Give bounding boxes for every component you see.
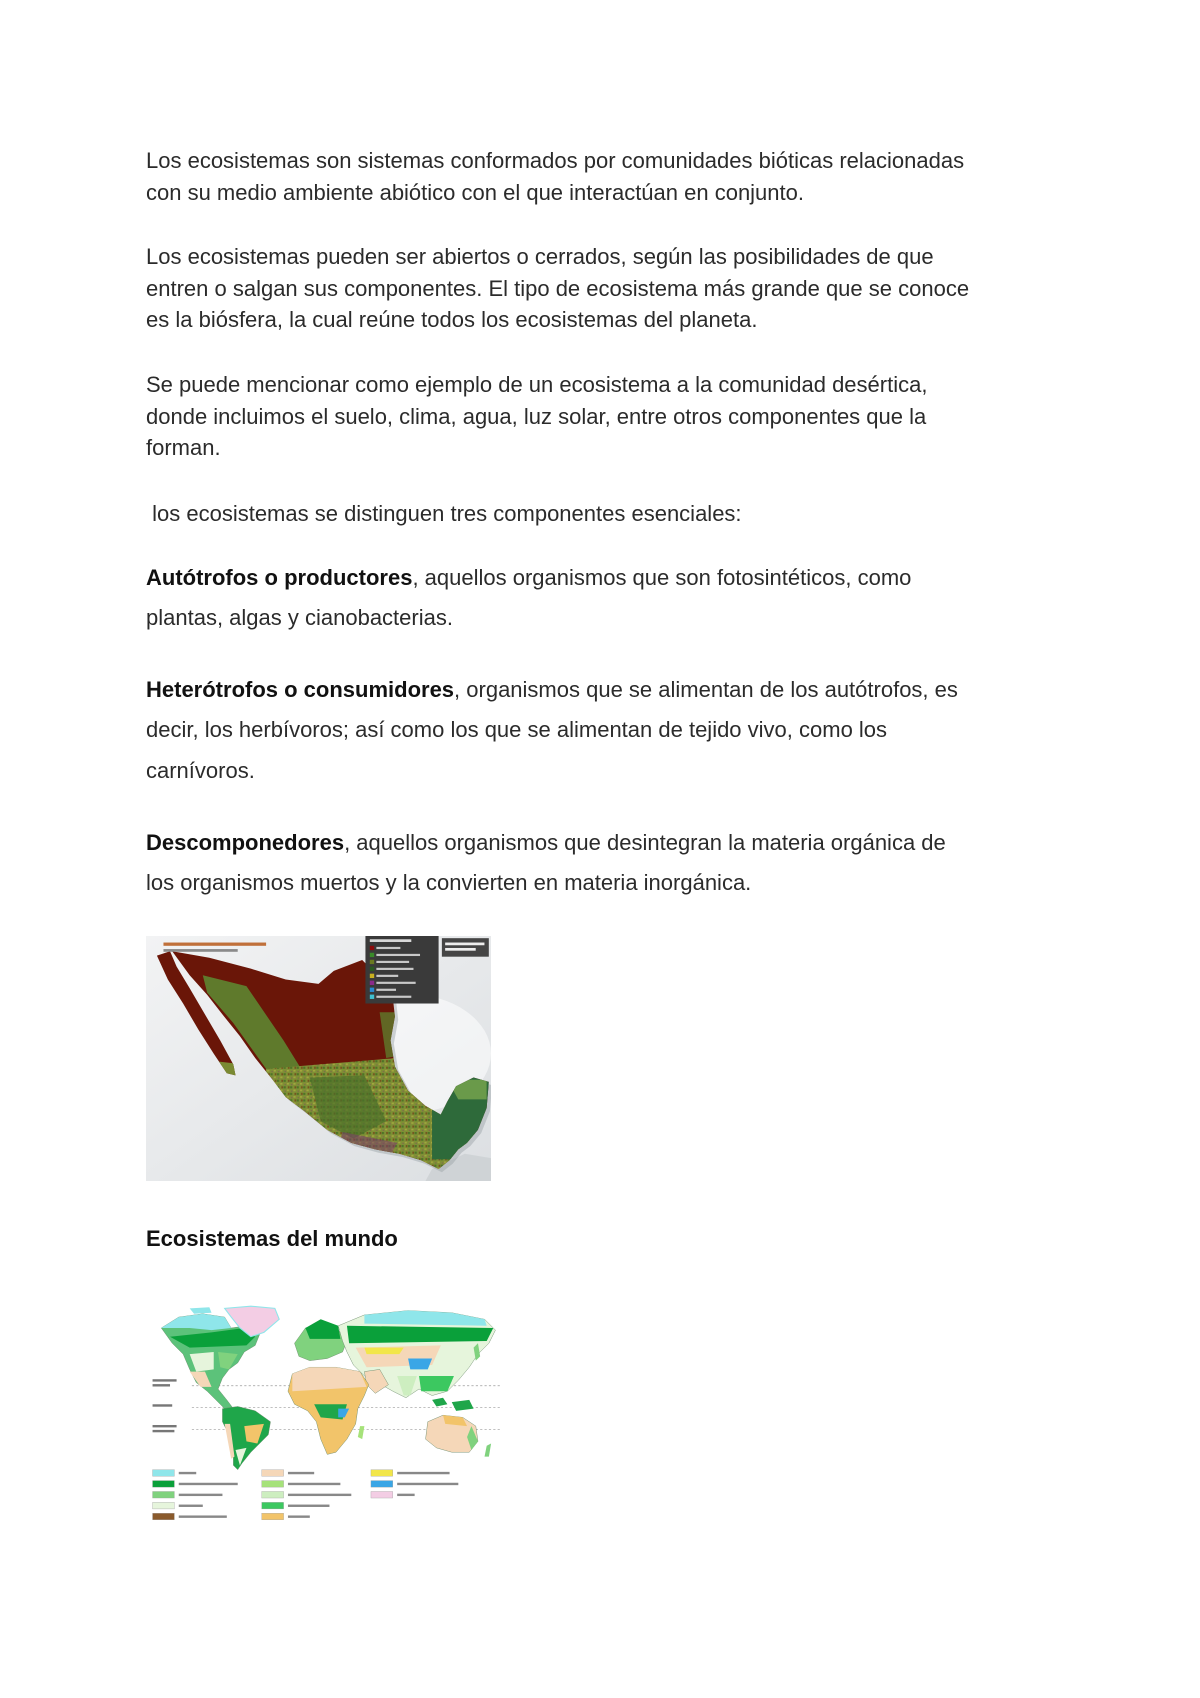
legend-swatch — [262, 1491, 284, 1498]
legend-label-lettering — [179, 1472, 196, 1474]
legend-swatch — [370, 960, 374, 964]
legend-swatch — [370, 953, 374, 957]
line-label-lettering — [153, 1425, 177, 1427]
legend-swatch — [262, 1481, 284, 1488]
legend-swatch — [370, 946, 374, 950]
component-heterotrophs — [146, 670, 958, 791]
map-note-box — [442, 938, 489, 957]
text-line: es la biósfera, la cual reúne todos los ecosistemas del planeta. — [146, 307, 758, 333]
legend-label-lettering — [288, 1483, 340, 1485]
legend-swatch — [371, 1481, 393, 1488]
line-label-lettering — [153, 1384, 170, 1386]
legend-label-lettering — [288, 1472, 314, 1474]
legend-label-lettering — [397, 1472, 449, 1474]
text-line — [146, 670, 958, 710]
text-segment: , organismos que se alimentan de los autótrofos, es — [454, 677, 958, 702]
text-line: los ecosistemas se distinguen tres componentes esenciales: — [146, 501, 742, 526]
legend-label-lettering — [376, 989, 396, 991]
text-line: Se puede mencionar como ejemplo de un ecosistema a la comunidad desértica, — [146, 372, 928, 397]
text-line — [146, 558, 911, 598]
note-lettering — [445, 943, 484, 946]
legend-label-lettering — [288, 1494, 351, 1496]
mexico-map-image — [146, 936, 491, 1181]
component-autotrophs — [146, 558, 911, 639]
text-line: Los ecosistemas pueden ser abiertos o cerrados, según las posibilidades de que — [146, 244, 934, 269]
legend-swatch — [153, 1470, 175, 1477]
legend-swatch — [153, 1491, 175, 1498]
paragraph-definition — [146, 145, 964, 208]
legend-label-lettering — [288, 1505, 329, 1507]
text-line: forman. — [146, 435, 221, 461]
legend-label-lettering — [179, 1515, 227, 1517]
text-line: carnívoros. — [146, 757, 255, 783]
world-map-image — [146, 1304, 502, 1522]
legend-swatch — [371, 1470, 393, 1477]
legend-label-lettering — [376, 947, 400, 949]
text-line: decir, los herbívoros; así como los que se alimentan de tejido vivo, como los — [146, 717, 888, 743]
term-heterotrophs: Heterótrofos o consumidores — [146, 677, 455, 702]
legend-swatch — [262, 1470, 284, 1477]
note-lettering — [445, 948, 476, 951]
term-autotrophs: Autótrofos o productores — [146, 565, 413, 590]
legend-swatch — [153, 1481, 175, 1488]
legend-label-lettering — [179, 1483, 238, 1485]
legend-swatch — [262, 1502, 284, 1509]
legend-label-lettering — [376, 968, 413, 970]
legend-label-lettering — [179, 1505, 203, 1507]
legend-swatch — [153, 1513, 175, 1520]
text-line: con su medio ambiente abiótico con el que interactúan en conjunto. — [146, 179, 804, 205]
legend-label-lettering — [397, 1494, 414, 1496]
text-line — [146, 823, 946, 863]
component-decomposers — [146, 823, 946, 904]
text-line: entren o salgan sus componentes. El tipo de ecosistema más grande que se conoce — [146, 275, 970, 301]
legend-label-lettering — [376, 961, 409, 963]
legend-header-lettering — [370, 939, 411, 942]
legend-label-lettering — [179, 1494, 223, 1496]
text-segment: , aquellos organismos que desintegran la materia orgánica de — [344, 830, 946, 855]
legend-swatch — [262, 1513, 284, 1520]
map-title-lettering — [163, 943, 266, 946]
text-line: plantas, algas y cianobacterias. — [146, 605, 453, 631]
text-segment: , aquellos organismos que son fotosintéticos, como — [412, 565, 912, 590]
legend-label-lettering — [397, 1483, 458, 1485]
text-line: Los ecosistemas son sistemas conformados por comunidades bióticas relacionadas — [146, 148, 965, 173]
term-decomposers: Descomponedores — [146, 830, 345, 855]
asia-taiga — [347, 1326, 493, 1343]
line-label-lettering — [153, 1404, 173, 1406]
legend-swatch — [371, 1491, 393, 1498]
paragraph-components-intro — [146, 498, 742, 530]
world-ecosystems-map — [146, 1304, 502, 1522]
legend-swatch — [370, 981, 374, 985]
paragraph-example — [146, 369, 927, 464]
legend-label-lettering — [376, 996, 411, 998]
asia-steppe — [364, 1348, 403, 1355]
line-label-lettering — [153, 1430, 175, 1432]
text-line: los organismos muertos y la convierten en materia inorgánica. — [146, 870, 752, 896]
line-label-lettering — [153, 1379, 177, 1381]
legend-label-lettering — [288, 1515, 310, 1517]
section-heading: Ecosistemas del mundo — [146, 1226, 398, 1251]
paragraph-open-closed — [146, 241, 969, 336]
legend-swatch — [370, 988, 374, 992]
text-line: donde incluimos el suelo, clima, agua, luz solar, entre otros componentes que la — [146, 403, 927, 429]
legend-swatch — [370, 974, 374, 978]
mexico-ecosystems-map — [146, 936, 491, 1181]
legend-swatch — [370, 995, 374, 999]
legend-label-lettering — [376, 954, 420, 956]
legend-label-lettering — [376, 975, 398, 977]
legend-swatch — [370, 967, 374, 971]
legend-label-lettering — [376, 982, 415, 984]
legend-swatch — [153, 1502, 175, 1509]
map-subtitle-lettering — [163, 949, 237, 952]
